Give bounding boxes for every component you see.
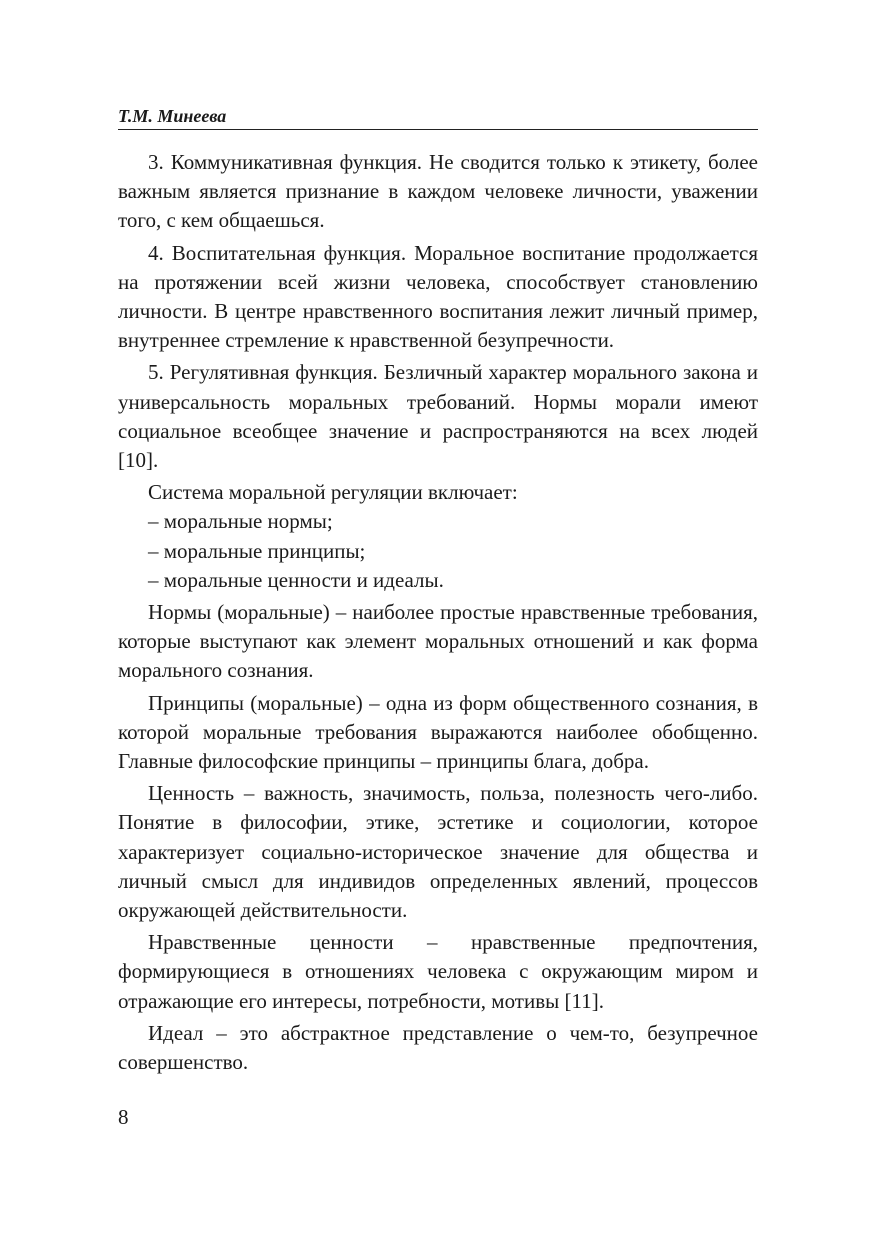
list-item-moral-values-ideals: – моральные ценности и идеалы. (148, 567, 444, 592)
paragraph-regulatory-function: 5. Регулятивная функция. Безличный характер морального закона и универсальность моральных требований. Нормы морали имеют социальное всеобщее значение и распространяются на всех людей [10]. (118, 360, 758, 473)
paragraph-regulation-system-intro: Система моральной регуляции включает: (148, 480, 518, 505)
page-number: 8 (118, 1105, 129, 1129)
paragraph-communicative-function: 3. Коммуникативная функция. Не сводится только к этикету, более важным является признание в каждом человеке личности, уважении того, с кем общаешься. (118, 150, 758, 233)
list-item-moral-principles: – моральные принципы; (148, 538, 366, 563)
paragraph-principles-definition: Принципы (моральные) – одна из форм общественного сознания, в которой моральные требования выражаются наиболее обобщенно. Главные философские принципы – принципы блага, добра. (118, 690, 758, 774)
paragraph-educational-function: 4. Воспитательная функция. Моральное воспитание продолжается на протяжении всей жизни человека, способствует становлению личности. В центре нравственного воспитания лежит личный пример, внутреннее стремление к нравственной безупречности. (118, 240, 758, 353)
paragraph-value-definition: Ценность – важность, значимость, польза, полезность чего-либо. Понятие в философии, этике, эстетике и социологии, которое характеризует социально-историческое значение для общества и личный смысл для индивидов определенных явлений, процессов окружающей действительности. (118, 781, 758, 923)
header-rule (118, 129, 758, 130)
page-body (118, 148, 758, 1077)
paragraph-moral-values-definition: Нравственные ценности – нравственные предпочтения, формирующиеся в отношениях человека с окружающим миром и отражающие его интересы, потребности, мотивы [11]. (118, 930, 758, 1013)
list-item-moral-norms: – моральные нормы; (148, 509, 333, 534)
running-head-author: Т.М. Минеева (118, 106, 227, 126)
paragraph-ideal-definition: Идеал – это абстрактное представление о чем-то, безупречное совершенство. (118, 1020, 758, 1075)
paragraph-norms-definition: Нормы (моральные) – наиболее простые нравственные требования, которые выступают как элемент моральных отношений и как форма морального сознания. (118, 600, 758, 683)
